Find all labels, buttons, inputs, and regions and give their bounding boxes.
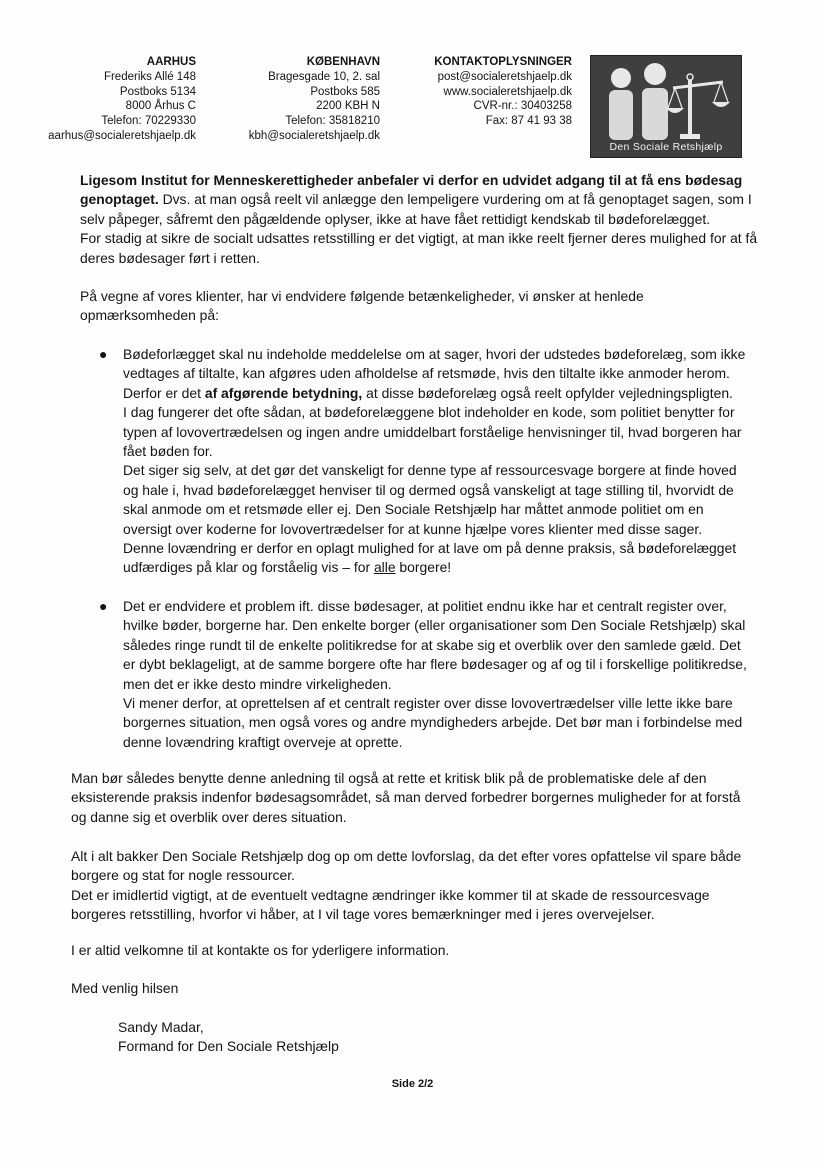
- text-line: Denne lovændring er derfor en oplagt mulighed for at lave om på denne praksis, så bødeforelægget: [123, 540, 737, 557]
- text-line: Det er endvidere et problem ift. disse bødesager, at politiet endnu ikke har et centralt register over,: [123, 598, 727, 614]
- kobenhavn-line: kbh@socialeretshjaelp.dk: [248, 129, 380, 142]
- text-line: men det er ikke desto mindre virkeligheden.: [123, 675, 392, 692]
- text-line: For stadig at sikre de socialt udsattes retsstilling er det vigtigt, at man ikke reelt fjerner deres mulighed for at få: [80, 230, 758, 247]
- text-line: vedtages af tiltalte, kan afgøres uden afholdelse af retsmøde, hvis den tiltalte ikke anmoder herom.: [123, 365, 730, 382]
- kobenhavn-line: Bragesgade 10, 2. sal: [268, 70, 380, 83]
- inline-text: at disse bødeforelæg også reelt opfylder vejledningspligten.: [362, 384, 733, 401]
- text-line: og hale i, hvad bødeforelægget henviser til og dermed også vanskeligt at tage stilling til, hvorvidt de: [123, 481, 734, 498]
- text-line: selv påpeger, såfremt den pågældende oplyser, ikke at have fået rettidigt kendskab til bødeforelægget.: [80, 210, 711, 227]
- text-line: borgere og stat for nogle ressourcer.: [71, 867, 295, 884]
- text-line: således ringe rundt til de enkelte politikredse for at skabe sig et overblik over den samlede gæld. Det: [123, 636, 741, 653]
- text-line: Alt i alt bakker Den Sociale Retshjælp dog op om dette lovforslag, da det efter vores opfattelse vil spare både: [71, 848, 742, 864]
- signatory-name: Sandy Madar,: [118, 1019, 204, 1035]
- kobenhavn-line: Postboks 585: [310, 85, 380, 98]
- text-line: Vi mener derfor, at oprettelsen af et centralt register over disse lovovertrædelser ville lette ikke bare: [123, 695, 733, 712]
- contact-info-block: [434, 55, 572, 129]
- text-line: Det siger sig selv, at det gør det vanskeligt for denne type af ressourcesvage borgere at finde hoved: [123, 462, 737, 479]
- page-number: Side 2/2: [391, 1078, 434, 1090]
- aarhus-line: Telefon: 70229330: [101, 115, 196, 128]
- text-line: og danne sig et overblik over deres situation.: [71, 808, 347, 825]
- contact-line: post@socialeretshjaelp.dk: [437, 70, 572, 83]
- aarhus-line: 8000 Århus C: [125, 100, 196, 113]
- text-line: I er altid velkomne til at kontakte os for yderligere information.: [71, 942, 450, 958]
- text-line: [123, 558, 745, 577]
- kobenhavn-title: KØBENHAVN: [306, 56, 380, 68]
- text-line: Man bør således benytte denne anledning til også at rette et kritisk blik på de problematiske dele af den: [71, 770, 707, 786]
- bullet-item-central-register: [123, 597, 747, 752]
- text-line: Bødeforlægget skal nu indeholde meddelelse om at sager, hvori der udstedes bødeforelæg, som ikke: [123, 346, 746, 362]
- aarhus-line: aarhus@socialeretshjaelp.dk: [48, 129, 196, 142]
- text-line: typen af lovovertrædelsen og ingen andre umiddelbart forståelige henvisninger til, hvad borgeren har: [123, 423, 742, 440]
- aarhus-address-block: [48, 55, 196, 144]
- text-line: opmærksomheden på:: [80, 307, 219, 324]
- paragraph-critical-look: [71, 769, 740, 827]
- text-line: eksisterende praksis indenfor bødesagsområdet, så man derved forbedrer borgernes muligheder for at forstå: [71, 789, 741, 806]
- aarhus-title: AARHUS: [146, 56, 196, 68]
- aarhus-line: Postboks 5134: [119, 85, 196, 98]
- kobenhavn-line: 2200 KBH N: [316, 100, 380, 113]
- text-line: [123, 384, 745, 403]
- text-line: hvilke bøder, borgerne har. Den enkelte borger (eller organisationer som Den Sociale Retshjælp) skal: [123, 617, 746, 634]
- text-line: borgeres retsstilling, hvorfor vi håber, at I vil tage vores bemærkninger med i jeres overvejelser.: [71, 906, 655, 923]
- paragraph-support: [71, 847, 741, 925]
- kobenhavn-line: Telefon: 35818210: [285, 115, 380, 128]
- inline-text: Derfor er det: [123, 384, 205, 401]
- text-line: skal anmode om et retsmøde eller ej. Den Sociale Retshjælp har måttet anmode politiet om en: [123, 501, 704, 518]
- organization-logo: [590, 55, 742, 158]
- text-line: På vegne af vores klienter, har vi endvidere følgende betænkeligheder, vi ønsker at henlede: [80, 288, 644, 304]
- text-line: Det er imidlertid vigtigt, at de eventuelt vedtagne ændringer ikke kommer til at skade de ressourcesvage: [71, 886, 710, 903]
- bold-text: genoptaget.: [80, 191, 159, 208]
- contact-line: Fax: 87 41 93 38: [485, 115, 572, 128]
- paragraph-contact-invite: [71, 941, 449, 960]
- text-line: Ligesom Institut for Menneskerettigheder anbefaler vi derfor en udvidet adgang til at få ens bødesag: [80, 172, 743, 188]
- inline-text: Dvs. at man også reelt vil anlægge den lempeligere vurdering om at få genoptaget sagen, som I: [158, 191, 752, 208]
- closing-salutation: [71, 979, 178, 998]
- underlined-text: alle: [373, 559, 396, 576]
- aarhus-line: Frederiks Allé 148: [103, 70, 196, 83]
- bullet-icon: ●: [99, 598, 108, 614]
- contact-title: KONTAKTOPLYSNINGER: [434, 56, 572, 68]
- bullet-item-fine-notice: [123, 345, 745, 578]
- paragraph-concerns-intro: [80, 287, 644, 326]
- text-line: borgernes situation, men også vores og andre myndigheders arbejde. Det bør man i forbindelse med: [123, 714, 743, 731]
- logo-text: Den Sociale Retshjælp: [609, 141, 723, 153]
- text-line: fået bøden for.: [123, 443, 213, 460]
- signatory-title: Formand for Den Sociale Retshjælp: [118, 1038, 339, 1055]
- text-line: I dag fungerer det ofte sådan, at bødeforelæggene blot indeholder en kode, som politiet benytter for: [123, 404, 735, 421]
- contact-line: CVR-nr.: 30403258: [473, 100, 572, 113]
- kobenhavn-address-block: [249, 55, 380, 144]
- paragraph-recommendation: [80, 171, 757, 268]
- signature-block: [118, 1018, 339, 1057]
- text-line: oversigt over koderne for lovovertrædelser for at kunne hjælpe vores klienter med disse sager.: [123, 520, 703, 537]
- bold-text: af afgørende betydning,: [204, 384, 363, 401]
- text-line: Med venlig hilsen: [71, 980, 179, 996]
- bullet-icon: ●: [99, 346, 108, 362]
- text-line: [80, 190, 757, 209]
- text-line: deres bødesager ført i retten.: [80, 249, 260, 266]
- inline-text: udfærdiges på klar og forståelig vis – for: [123, 559, 374, 576]
- text-line: denne lovændring kraftigt overveje at oprette.: [123, 733, 403, 750]
- contact-line: www.socialeretshjaelp.dk: [443, 85, 572, 98]
- text-line: er dybt beklageligt, at de samme borgere ofte har flere bødesager og af og til i forskellige politikredse,: [123, 656, 747, 673]
- inline-text: borgere!: [395, 559, 452, 576]
